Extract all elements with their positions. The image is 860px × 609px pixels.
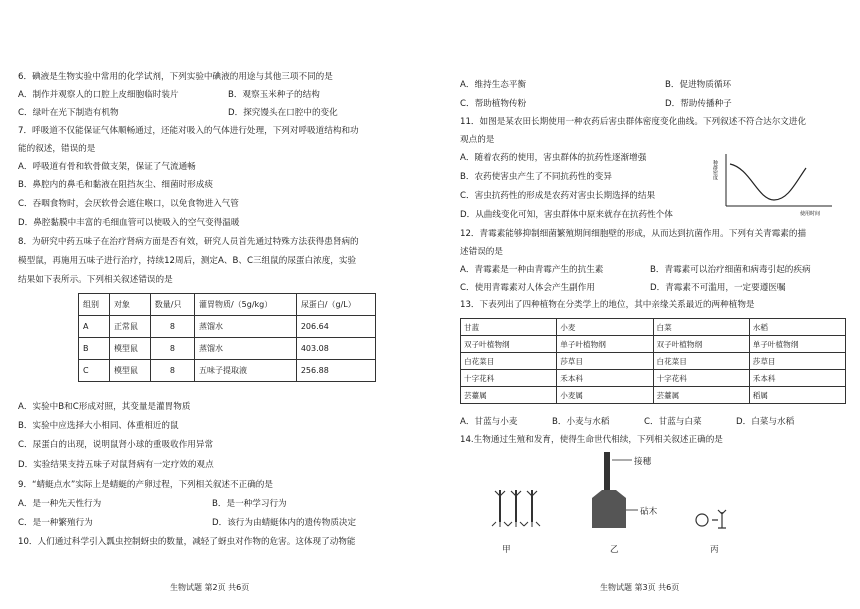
q11-stem-2: 观点的是 — [460, 135, 495, 145]
table-cell: 十字花科 — [461, 370, 557, 387]
table-header-cell: 水稻 — [749, 319, 845, 336]
q13-option-b: B．小麦与水稻 — [552, 417, 610, 427]
scion-shape — [604, 452, 610, 496]
q6-option-a: A．制作并观察人的口腔上皮细胞临时装片 — [18, 90, 179, 100]
q7-option-b: B．鼻腔内的鼻毛和黏液在阻挡灰尘、细菌时形成痰 — [18, 180, 213, 190]
table-cell: 蒸馏水 — [194, 338, 296, 360]
q6-option-d: D．探究馒头在口腔中的变化 — [228, 108, 338, 118]
table-cell: 蒸馏水 — [194, 316, 296, 338]
table-cell: 单子叶植物纲 — [749, 336, 845, 353]
table-row — [79, 360, 376, 382]
q8-stem-1: 8．为研究中药五味子在治疗肾病方面是否有效，研究人员首先通过特殊方法获得患肾病的 — [18, 237, 359, 247]
q10-option-d: D．帮助传播种子 — [665, 99, 732, 109]
table-cell: 正常鼠 — [109, 316, 150, 338]
table-header-cell: 灌胃物质/（5g/kg） — [194, 294, 296, 316]
table-cell: 模型鼠 — [109, 360, 150, 382]
table-cell: 稻属 — [749, 387, 845, 404]
q7-stem-2: 能的叙述，错误的是 — [18, 144, 96, 154]
q12-stem-2: 述错误的是 — [460, 247, 503, 257]
q14-stock-label: 砧木 — [640, 507, 658, 517]
q7-option-c: C．吞咽食物时，会厌软骨会遮住喉口，以免食物进入气管 — [18, 199, 239, 209]
culture-dish — [696, 514, 708, 526]
table-header-cell: 对象 — [109, 294, 150, 316]
cutting-roots — [492, 522, 540, 527]
table-cell: 小麦属 — [557, 387, 653, 404]
table-cell: 206.64 — [296, 316, 375, 338]
table-header-cell: 白菜 — [653, 319, 749, 336]
q8-option-d: D．实验结果支持五味子对鼠肾病有一定疗效的观点 — [18, 460, 214, 470]
table-header-cell: 小麦 — [557, 319, 653, 336]
q8-table — [78, 293, 376, 382]
table-header-row — [461, 319, 846, 336]
q9-option-d: D．该行为由蜻蜓体内的遗传物质决定 — [212, 518, 357, 528]
q8-option-a: A．实验中B和C形成对照，其变量是灌胃物质 — [18, 402, 191, 412]
table-header-cell: 甘蓝 — [461, 319, 557, 336]
q12-stem-1: 12．青霉素能够抑制细菌繁殖期间细胞壁的形成，从而达到抗菌作用。下列有关青霉素的描 — [460, 229, 807, 239]
table-header-row — [79, 294, 376, 316]
table-cell: 白花菜目 — [653, 353, 749, 370]
table-cell: 双子叶植物纲 — [461, 336, 557, 353]
q7-option-a: A．呼吸道有骨和软骨做支架，保证了气流通畅 — [18, 162, 196, 172]
table-cell: 256.88 — [296, 360, 375, 382]
q11-option-c: C．害虫抗药性的形成是农药对害虫长期选择的结果 — [460, 191, 656, 201]
q13-option-a: A．甘蓝与小麦 — [460, 417, 518, 427]
q11-option-d: D．从曲线变化可知，害虫群体中原来就存在抗药性个体 — [460, 210, 673, 220]
q11-option-a: A．随着农药的使用，害虫群体的抗药性逐渐增强 — [460, 153, 647, 163]
density-curve — [730, 164, 806, 200]
q11-fig-x-label: 使用时间 — [800, 211, 821, 217]
q7-option-d: D．鼻腔黏膜中丰富的毛细血管可以使吸入的空气变得温暖 — [18, 218, 240, 228]
q11-fig-y-label: 种群密度 — [712, 160, 718, 180]
q11-stem-1: 11．如图是某农田长期使用一种农药后害虫群体密度变化曲线。下列叙述不符合达尔文进化 — [460, 117, 807, 127]
table-header-cell: 尿蛋白/（g/L） — [296, 294, 375, 316]
q14-scion-label: 接穗 — [634, 457, 652, 467]
table-cell: 十字花科 — [653, 370, 749, 387]
q10-option-c: C．帮助植物传粉 — [460, 99, 527, 109]
table-cell: 双子叶植物纲 — [653, 336, 749, 353]
table-cell: 禾本科 — [749, 370, 845, 387]
page-footer-right: 生物试题 第3页 共6页 — [600, 583, 680, 592]
table-row — [461, 370, 846, 387]
table-cell: 莎草目 — [557, 353, 653, 370]
q14-figure-grafting — [578, 448, 678, 538]
q14-label-yi: 乙 — [610, 545, 619, 555]
q13-table — [460, 318, 846, 404]
q12-option-b: B．青霉素可以治疗细菌和病毒引起的疾病 — [650, 265, 811, 275]
q8-stem-2: 模型鼠，再施用五味子进行治疗，持续12周后，测定A、B、C三组鼠的尿蛋白浓度，实验 — [18, 256, 357, 266]
table-cell: B — [79, 338, 110, 360]
table-row — [461, 387, 846, 404]
table-cell: A — [79, 316, 110, 338]
q14-stem: 14.生物通过生殖和发育，使得生命世代相续，下列相关叙述正确的是 — [460, 435, 723, 445]
q6-option-c: C．绿叶在光下制造有机物 — [18, 108, 119, 118]
q14-figure-tissue-culture — [692, 498, 742, 532]
table-cell: 403.08 — [296, 338, 375, 360]
q13-option-c: C．甘蓝与白菜 — [644, 417, 702, 427]
q9-option-a: A．是一种先天性行为 — [18, 499, 102, 509]
q11-option-b: B．农药使害虫产生了不同抗药性的变异 — [460, 172, 612, 182]
q9-option-c: C．是一种繁殖行为 — [18, 518, 93, 528]
q14-label-bing: 丙 — [710, 545, 719, 555]
table-cell: 芸薹属 — [653, 387, 749, 404]
table-cell: 五味子提取液 — [194, 360, 296, 382]
table-cell: 8 — [150, 338, 194, 360]
q12-option-a: A．青霉素是一种由青霉产生的抗生素 — [460, 265, 604, 275]
q8-option-c: C．尿蛋白的出现，说明鼠肾小球的重吸收作用异常 — [18, 440, 214, 450]
seedling-shape — [712, 510, 726, 528]
table-cell: 白花菜目 — [461, 353, 557, 370]
table-cell: 单子叶植物纲 — [557, 336, 653, 353]
q7-stem-1: 7．呼吸道不仅能保证气体顺畅通过，还能对吸入的气体进行处理，下列对呼吸道结构和功 — [18, 126, 359, 136]
table-cell: 莎草目 — [749, 353, 845, 370]
table-row — [79, 316, 376, 338]
q14-label-jia: 甲 — [502, 545, 511, 555]
table-row — [461, 353, 846, 370]
q9-stem: 9．“蜻蜓点水”实际上是蜻蜓的产卵过程，下列相关叙述不正确的是 — [18, 480, 273, 490]
page-footer-left: 生物试题 第2页 共6页 — [170, 583, 250, 592]
table-header-cell: 数量/只 — [150, 294, 194, 316]
table-cell: 8 — [150, 360, 194, 382]
q10-option-b: B．促进物质循环 — [665, 80, 732, 90]
q13-option-d: D．白菜与水稻 — [736, 417, 795, 427]
q10-stem: 10．人们通过科学引入瓢虫控制蚜虫的数量，减轻了蚜虫对作物的危害。这体现了动物能 — [18, 537, 356, 547]
table-cell: 模型鼠 — [109, 338, 150, 360]
q6-stem: 6．碘液是生物实验中常用的化学试剂，下列实验中碘液的用途与其他三项不同的是 — [18, 72, 333, 82]
q10-option-a: A．维持生态平衡 — [460, 80, 527, 90]
q9-option-b: B．是一种学习行为 — [212, 499, 287, 509]
table-row — [79, 338, 376, 360]
q8-option-b: B．实验中应选择大小相同、体重相近的鼠 — [18, 421, 179, 431]
table-cell: 芸薹属 — [461, 387, 557, 404]
table-cell: 8 — [150, 316, 194, 338]
q14-figure-cuttings — [486, 450, 566, 530]
table-row — [461, 336, 846, 353]
table-header-cell: 组别 — [79, 294, 110, 316]
table-cell: 禾本科 — [557, 370, 653, 387]
q11-density-curve-figure — [712, 150, 836, 218]
q12-option-d: D．青霉素不可滥用，一定要遵医嘱 — [650, 283, 786, 293]
table-cell: C — [79, 360, 110, 382]
right-page — [430, 0, 860, 609]
q12-option-c: C．使用青霉素对人体会产生副作用 — [460, 283, 595, 293]
q6-option-b: B．观察玉米种子的结构 — [228, 90, 320, 100]
rootstock-shape — [592, 490, 626, 528]
q13-stem: 13．下表列出了四种植物在分类学上的地位，其中亲缘关系最近的两种植物是 — [460, 300, 755, 310]
q8-stem-3: 结果如下表所示。下列相关叙述错误的是 — [18, 275, 173, 285]
